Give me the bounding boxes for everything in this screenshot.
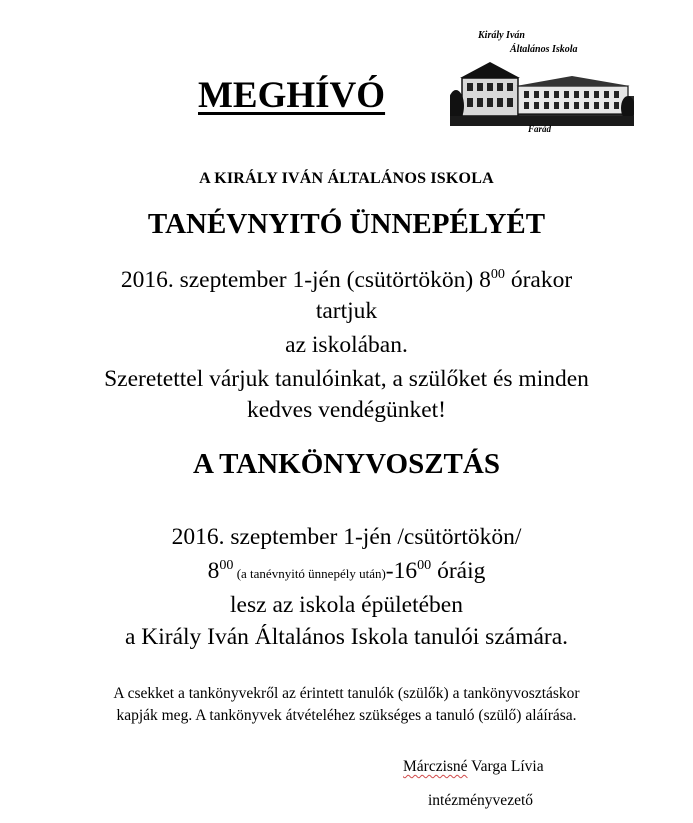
school-name-line: A KIRÁLY IVÁN ÁLTALÁNOS ISKOLA (199, 170, 494, 187)
textbook-title: A TANKÖNYVOSZTÁS (193, 448, 500, 480)
school-building-icon (450, 56, 634, 126)
event-title: TANÉVNYITÓ ÜNNEPÉLYÉT (147, 208, 546, 240)
invitation-line-5: kedves vendégünket! (246, 397, 447, 423)
invitation-line-4: Szeretettel várjuk tanulóinkat, a szülőket és minden (104, 366, 589, 392)
logo-line1: Király Iván (478, 30, 525, 41)
footer-note-1: A csekket a tankönyvekről az érintett tanulók (szülők) a tankönyvosztáskor (113, 685, 580, 702)
signer-title: intézményvezető (428, 792, 534, 809)
signer-name: Márczisné Varga Lívia (403, 758, 544, 775)
invitation-line-2: tartjuk (315, 298, 378, 324)
textbook-date-line: 2016. szeptember 1-jén /csütörtökön/ (171, 524, 522, 550)
textbook-line-3: lesz az iskola épületében (230, 592, 463, 618)
school-logo (450, 28, 634, 136)
textbook-line-4: a Király Iván Általános Iskola tanulói számára. (124, 624, 569, 650)
invitation-date-line: 2016. szeptember 1-jén (csütörtökön) $8^{00}$ órakor (120, 266, 573, 293)
footer-note-2: kapják meg. A tankönyvek átvételéhez szükséges a tanuló (szülő) aláírása. (116, 707, 577, 724)
logo-place: Farád (528, 124, 552, 134)
logo-line2: Általános Iskola (510, 44, 578, 55)
page-title: MEGHÍVÓ (198, 75, 386, 116)
textbook-time-line: $8^{00}$ (a tanévnyitó ünnepély $után)-16^{00}$ óráig (207, 557, 486, 584)
invitation-line-3: az iskolában. (285, 332, 408, 358)
